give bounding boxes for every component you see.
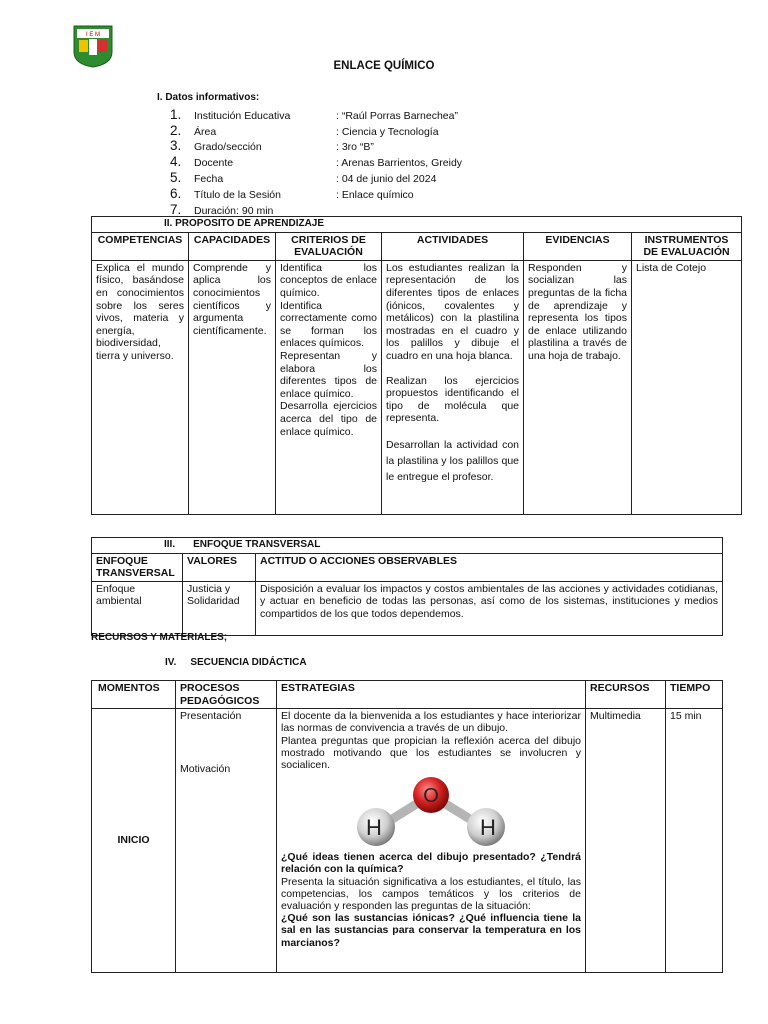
pregunta-ideas: ¿Qué ideas tienen acerca del dibujo presentado? ¿Tendrá relación con la química? xyxy=(281,851,581,876)
actividad-item: Realizan los ejercicios propuestos identificando el tipo de molécula que representa. xyxy=(386,374,519,425)
actividad-item: Desarrollan la actividad con la plastilina y los palillos que le entregue el profesor. xyxy=(386,438,519,483)
header-instrumentos: INSTRUMENTOS DE EVALUACIÓN xyxy=(632,232,742,260)
info-value: : “Raúl Porras Barnechea” xyxy=(336,109,458,122)
info-num: 4. xyxy=(170,154,182,170)
pregunta-sustancias: ¿Qué son las sustancias iónicas? ¿Qué influencia tiene la sal en las sustancias para conservar la temperatura en los marcianos? xyxy=(281,912,581,949)
header-criterios: CRITERIOS DE EVALUACIÓN xyxy=(276,232,382,260)
competencias-cell: Explica el mundo físico, basándose en conocimientos sobre los seres vivos, materia y energía, biodiversidad, tierra y universo. xyxy=(92,260,189,514)
header-momentos: MOMENTOS xyxy=(92,681,176,709)
info-num: 1. xyxy=(170,106,182,122)
recursos-cell: Multimedia xyxy=(586,709,666,973)
section-enfoque-heading xyxy=(92,538,723,554)
valores-cell: Justicia y Solidaridad xyxy=(183,581,256,635)
info-row xyxy=(170,122,590,138)
actividades-cell xyxy=(382,260,524,514)
info-label: Título de la Sesión xyxy=(194,188,281,201)
info-row xyxy=(170,138,590,154)
recursos-heading: RECURSOS Y MATERIALES; xyxy=(91,632,228,643)
info-num: 7. xyxy=(170,201,182,217)
info-label: Grado/sección xyxy=(194,141,262,154)
info-label: Docente xyxy=(194,157,234,170)
proceso-motivacion: Motivación xyxy=(180,762,231,775)
info-num: 3. xyxy=(170,138,182,154)
info-label: Área xyxy=(194,125,217,138)
info-row xyxy=(170,185,590,201)
info-row xyxy=(170,201,590,217)
logo-lettering: I E M xyxy=(85,32,101,38)
header-estrategias: ESTRATEGIAS xyxy=(277,681,586,709)
section-secuencia-title: SECUENCIA DIDÁCTICA xyxy=(190,657,307,668)
section-enfoque-title: ENFOQUE TRANSVERSAL xyxy=(193,539,321,550)
hydrogen-label-right: H xyxy=(480,815,496,841)
instrumentos-cell: Lista de Cotejo xyxy=(632,260,742,514)
enfoque-cell: Enfoque ambiental xyxy=(92,581,183,635)
momento-inicio: INICIO xyxy=(92,709,176,973)
estrategia-bienvenida: El docente da la bienvenida a los estudiantes y hace interiorizar las normas de convivencia a través de un dibujo. xyxy=(281,710,581,735)
header-valores: VALORES xyxy=(183,553,256,581)
info-value: : 04 de junio del 2024 xyxy=(336,172,437,185)
section-secuencia-heading xyxy=(165,657,321,668)
water-molecule-image xyxy=(346,777,516,847)
capacidades-cell: Comprende y aplica los conocimientos científicos y argumenta científicamente. xyxy=(189,260,276,514)
info-row xyxy=(170,153,590,169)
enfoque-table xyxy=(91,537,723,636)
info-row xyxy=(170,169,590,185)
proceso-presentacion: Presentación xyxy=(180,710,242,723)
estrategia-situacion: Presenta la situación significativa a los estudiantes, el título, las competencias, los campos temáticos y los criterios de evaluación y responden las preguntas de la situación: xyxy=(281,875,581,913)
secuencia-table xyxy=(91,680,723,973)
actividad-item: Los estudiantes realizan la representación de los diferentes tipos de enlaces (iónicos, covalentes y metálicos) con la plastilina mostradas en el cuadro y los palillos y dibuje el cuadro en una hoja blanca. xyxy=(386,261,519,362)
estrategia-preguntas: Plantea preguntas que propician la reflexión acerca del dibujo mostrado motivando que los estudiantes se involucren y socialicen. xyxy=(281,734,581,771)
actitud-cell: Disposición a evaluar los impactos y costos ambientales de las acciones y actividades cotidianas, y actuar en beneficio de todas las personas, así como de los sistemas, instituciones y medios compartidos de los que todos dependemos. xyxy=(256,581,723,635)
criterios-cell xyxy=(276,260,382,514)
info-label: Institución Educativa xyxy=(194,109,291,122)
header-actividades: ACTIVIDADES xyxy=(382,232,524,260)
criterio-item: Desarrolla ejercicios acerca del tipo de enlace químico. xyxy=(280,400,377,438)
hydrogen-label-left: H xyxy=(366,815,382,841)
document-title: ENLACE QUÍMICO xyxy=(333,60,435,72)
info-value: : Enlace químico xyxy=(336,188,414,201)
section-secuencia-num: IV. xyxy=(165,657,177,668)
info-value: : Arenas Barrientos, Greidy xyxy=(336,157,463,170)
header-capacidades: CAPACIDADES xyxy=(189,232,276,260)
criterio-item: Identifica correctamente como se forman los enlaces químicos. xyxy=(280,299,377,350)
info-value: : Ciencia y Tecnología xyxy=(336,125,439,138)
estrategias-cell xyxy=(277,709,586,973)
header-enfoque: ENFOQUE TRANSVERSAL xyxy=(92,553,183,581)
info-num: 2. xyxy=(170,122,182,138)
header-procesos: PROCESOS PEDAGÓGICOS xyxy=(176,681,277,709)
info-num: 6. xyxy=(170,185,182,201)
header-evidencias: EVIDENCIAS xyxy=(524,232,632,260)
procesos-cell xyxy=(176,709,277,973)
info-num: 5. xyxy=(170,169,182,185)
header-actitud: ACTITUD O ACCIONES OBSERVABLES xyxy=(256,553,723,581)
section-enfoque-num: III. xyxy=(164,539,176,550)
info-list xyxy=(170,106,590,217)
criterio-item: Identifica los conceptos de enlace químico. xyxy=(280,261,377,299)
section-proposito-heading: II. PROPOSITO DE APRENDIZAJE xyxy=(92,217,742,233)
header-recursos: RECURSOS xyxy=(586,681,666,709)
info-label: Duración: 90 min xyxy=(194,204,274,217)
header-competencias: COMPETENCIAS xyxy=(92,232,189,260)
criterio-item: Representan y elabora los diferentes tipos de enlace químico. xyxy=(280,349,377,400)
info-value: : 3ro “B” xyxy=(336,141,374,154)
oxygen-label: O xyxy=(423,785,439,808)
proposito-table xyxy=(91,216,742,515)
info-row xyxy=(170,106,590,122)
section-datos-heading: I. Datos informativos: xyxy=(157,92,260,103)
info-label: Fecha xyxy=(194,172,224,185)
tiempo-cell: 15 min xyxy=(666,709,723,973)
header-tiempo: TIEMPO xyxy=(666,681,723,709)
evidencias-cell: Responden y socializan las preguntas de la ficha de aprendizaje y representa los tipos de enlace utilizando plastilina a través de una hoja de trabajo. xyxy=(524,260,632,514)
